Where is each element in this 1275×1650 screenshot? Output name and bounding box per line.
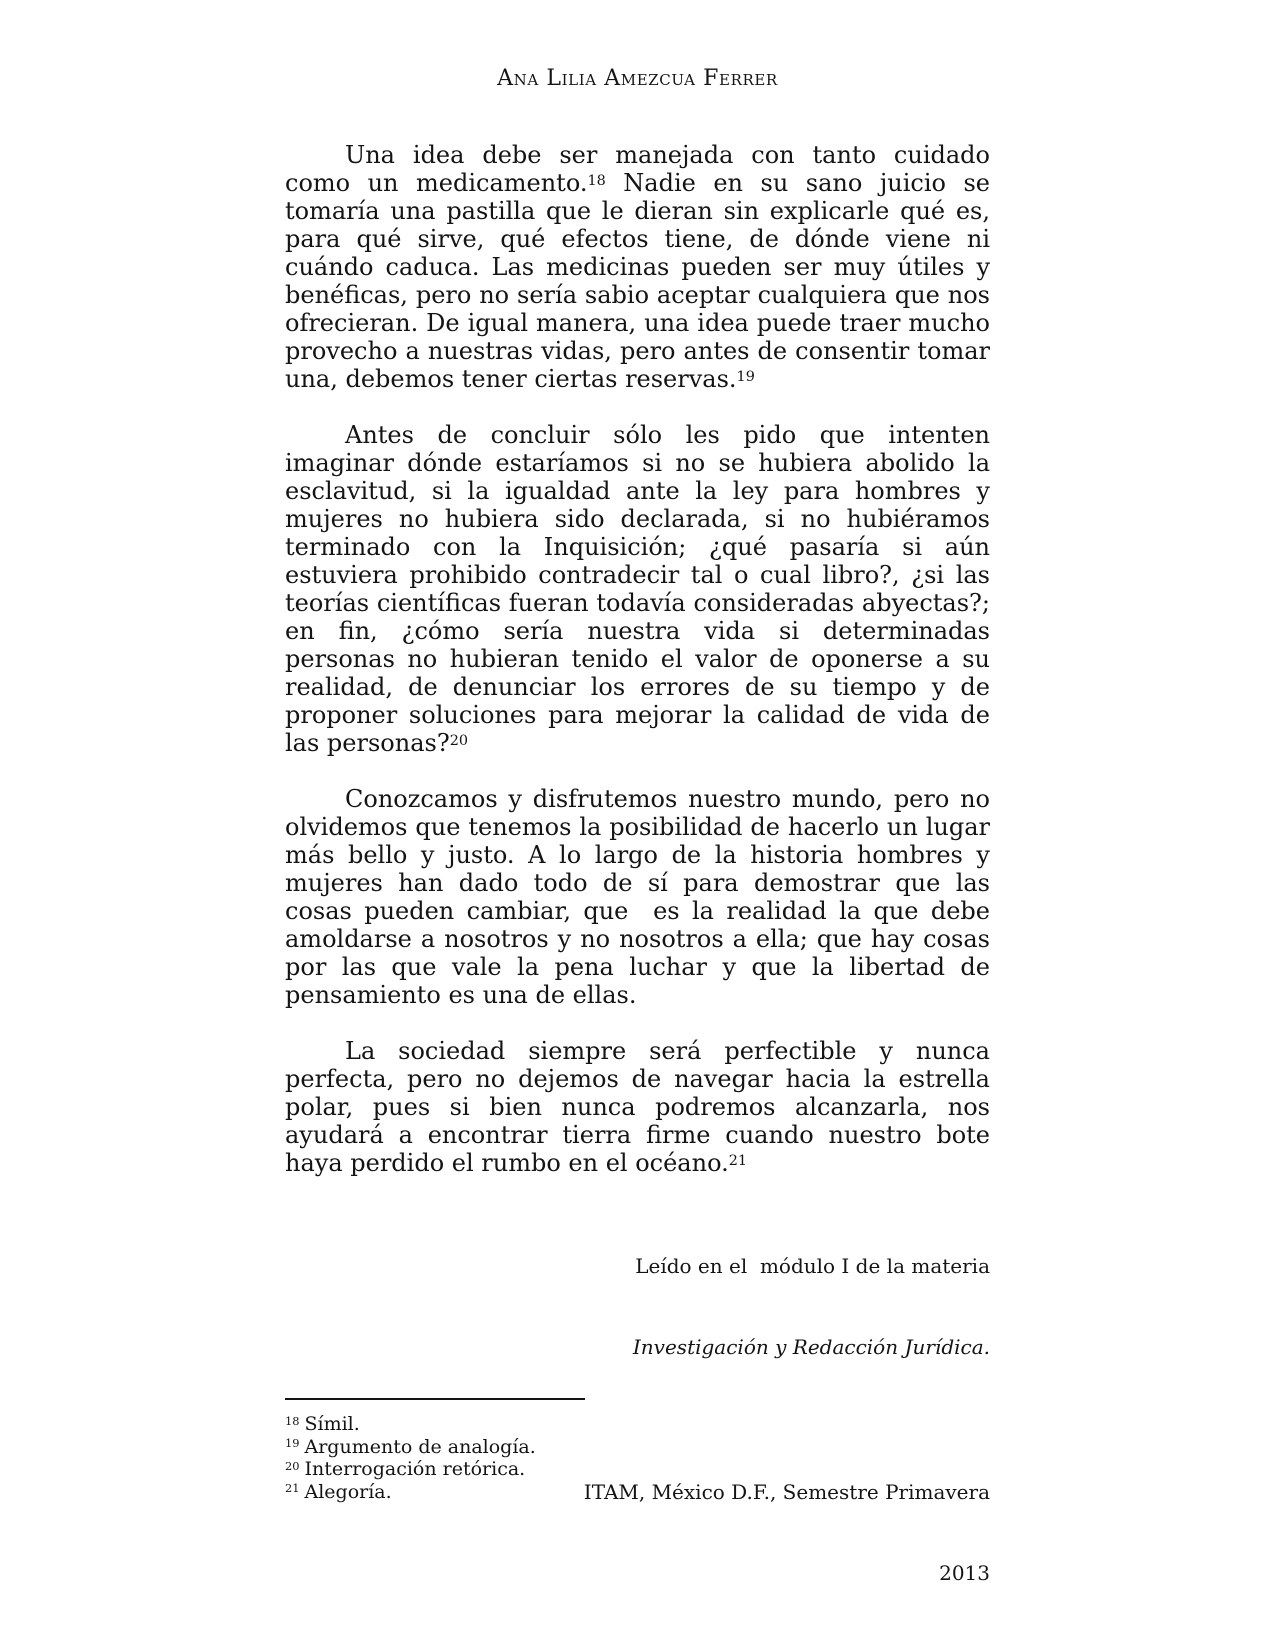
footnote-18-marker: 18 <box>285 1413 300 1428</box>
footnote-21-text: Alegoría. <box>304 1480 392 1503</box>
footnote-19-text: Argumento de analogía. <box>304 1435 536 1458</box>
footnote-19 <box>285 1436 990 1459</box>
footnote-20-text: Interrogación retórica. <box>304 1458 526 1480</box>
footnote-separator-rule <box>285 1398 585 1400</box>
page-header-author: Ana Lilia Amezcua Ferrer <box>497 66 778 91</box>
footnotes-section <box>285 1398 990 1503</box>
attribution-course-title: Investigación y Redacción Jurídica. <box>632 1335 990 1359</box>
footnote-20 <box>285 1458 990 1481</box>
paragraph-una-idea: Una idea debe ser manejada con tanto cuidado como un medicamento.$^{18}$ Nadie en su sano juicio se tomaría una pastilla que le dieran sin explicarle qué es, para qué sirve, qué efectos tiene, de dónde viene ni cuándo caduca. Las medicinas pueden ser muy útiles y benéficas, pero no sería sabio aceptar cualquiera que nos ofrecieran. De igual manera, una idea puede traer mucho provecho a nuestras vidas, pero antes de consentir tomar una, debemos tener ciertas reservas.$^{19}$ <box>285 141 990 393</box>
attribution-year: 2013 <box>939 1561 990 1585</box>
footnote-21 <box>285 1481 990 1504</box>
paragraph-la-sociedad: La sociedad siempre será perfectible y nunca perfecta, pero no dejemos de navegar hacia la estrella polar, pues si bien nunca podremos alcanzarla, nos ayudará a encontrar tierra firme cuando nuestro bote haya perdido el rumbo en el océano.$^{21}$ <box>285 1037 990 1177</box>
attribution-read-in: Leído en el módulo I de la materia <box>635 1254 990 1278</box>
document-body <box>285 141 990 1205</box>
footnote-18 <box>285 1413 990 1436</box>
footnote-21-marker: 21 <box>285 1481 300 1496</box>
footnote-18-text: Símil. <box>304 1413 360 1435</box>
attribution-institution: ITAM, México D.F., Semestre Primavera <box>583 1480 990 1504</box>
footnote-19-marker: 19 <box>285 1436 300 1451</box>
paragraph-antes-de-concluir: Antes de concluir sólo les pido que intenten imaginar dónde estaríamos si no se hubiera abolido la esclavitud, si la igualdad ante la ley para hombres y mujeres no hubiera sido declarada, si no hubiéramos terminado con la Inquisición; ¿qué pasaría si aún estuviera prohibido contradecir tal o cual libro?, ¿si las teorías científicas fueran todavía consideradas abyectas?; en fin, ¿cómo sería nuestra vida si determinadas personas no hubieran tenido el valor de oponerse a su realidad, de denunciar los errores de su tiempo y de proponer soluciones para mejorar la calidad de vida de las personas?$^{20}$ <box>285 421 990 757</box>
paragraph-conozcamos: Conozcamos y disfrutemos nuestro mundo, pero no olvidemos que tenemos la posibilidad de hacerlo un lugar más bello y justo. A lo largo de la historia hombres y mujeres han dado todo de sí para demostrar que las cosas pueden cambiar, que es la realidad la que debe amoldarse a nosotros y no nosotros a ella; que hay cosas por las que vale la pena luchar y que la libertad de pensamiento es una de ellas. <box>285 785 990 1009</box>
footnote-20-marker: 20 <box>285 1458 300 1473</box>
